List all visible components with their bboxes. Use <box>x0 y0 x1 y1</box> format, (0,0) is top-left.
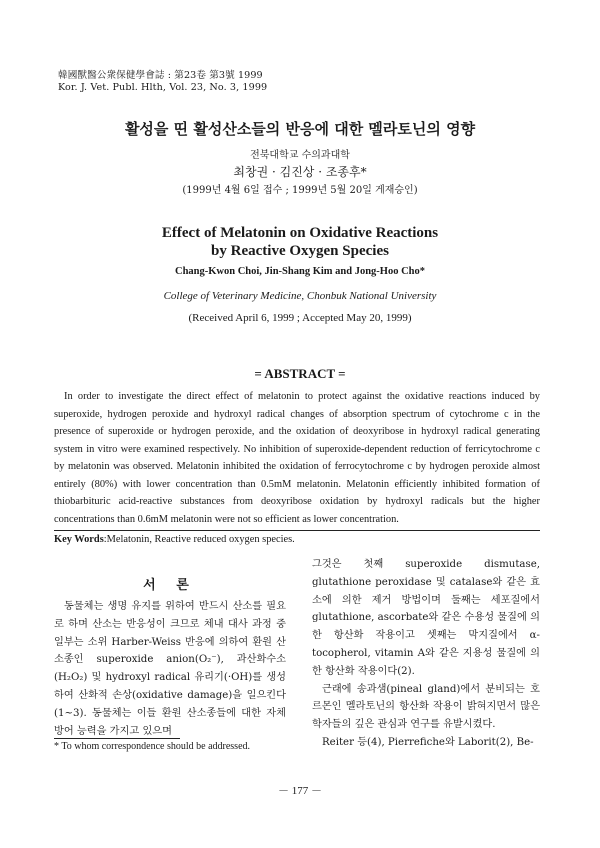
abstract-heading: = ABSTRACT = <box>254 366 346 381</box>
right-paragraph-2: 근래에 송과샘(pineal gland)에서 분비되는 호르몬인 멜라토닌의 항산화 작용이 밝혀지면서 많은 학자들의 깊은 관심과 연구를 유발시켰다. <box>312 683 540 731</box>
korean-authors: 최창권 · 김진상 · 조종후* <box>233 165 367 179</box>
english-affiliation: College of Veterinary Medicine, Chonbuk National University <box>163 290 437 302</box>
korean-affiliation: 전북대학교 수의과대학 <box>250 150 350 161</box>
abstract-body <box>54 388 540 528</box>
page-number: － 177 － <box>278 785 322 797</box>
footnote: * To whom correspondence should be addressed. <box>54 741 251 752</box>
left-paragraph: 동물체는 생명 유지를 위하여 반드시 산소를 필요로 하며 산소는 반응성이 크므로 체내 대사 과정 중 일부는 소위 Harber-Weiss 반응에 의하여 환원 산소종인 superoxide anion(O₂⁻), 과산화수소(H₂O₂) 및 hydroxyl radical 유리기(·OH)를 생성하여 산화적 손상(oxidative damage)을 일으킨다(1~3). 동물체는 이들 환원 산소종들에 대한 자체 방어 능력을 가지고 있으며 <box>54 601 286 737</box>
journal-line-korean: 韓國獸醫公衆保健學會誌 : 第23卷 第3號 1999 <box>58 70 263 81</box>
footnote-divider <box>54 738 180 739</box>
korean-title: 활성을 띤 활성산소들의 반응에 대한 멜라토닌의 영향 <box>124 120 476 138</box>
right-paragraph-1: 그것은 첫째 superoxide dismutase, glutathione peroxidase 및 catalase와 같은 효소에 의한 제거 방법이며 둘째는 세포질에서 glutathione, ascorbate와 같은 수용성 물질에 의한 항산화 작용이고 셋째는 막지질에서 α-tocopherol, vitamin A와 같은 지용성 물질에 의한 항산화 작용이다(2). <box>312 559 540 677</box>
section-heading-introduction: 서 론 <box>143 578 197 593</box>
english-received-date: (Received April 6, 1999 ; Accepted May 20, 1999) <box>188 312 412 324</box>
journal-citation <box>58 70 267 94</box>
english-title-line2: by Reactive Oxygen Species <box>211 243 389 259</box>
keywords <box>54 534 295 545</box>
korean-received-date: (1999년 4월 6일 접수 ; 1999년 5월 20일 게재승인) <box>182 185 418 196</box>
english-title <box>0 224 600 260</box>
right-column <box>312 556 540 752</box>
right-paragraph-3: Reiter 등(4), Pierrefiche와 Laborit(2), Be- <box>322 736 534 748</box>
keywords-text: :Melatonin, Reactive reduced oxygen species. <box>103 534 295 545</box>
english-authors: Chang-Kwon Choi, Jin-Shang Kim and Jong-Hoo Cho* <box>174 266 426 277</box>
journal-line-english: Kor. J. Vet. Publ. Hlth, Vol. 23, No. 3, 1999 <box>58 82 268 93</box>
english-title-line1: Effect of Melatonin on Oxidative Reactions <box>161 225 439 241</box>
keywords-divider <box>54 530 540 531</box>
left-column <box>54 598 286 740</box>
keywords-label: Key Words <box>54 534 104 545</box>
abstract-text: In order to investigate the direct effect of melatonin to protect against the oxidative reactions induced by superoxide, hydrogen peroxide and hydroxyl radical changes of absorption spectrum of cytochrome c in the presence of superoxide or hydrogen peroxide, and the oxidation of deoxyribose in hydroxyl radical generating system in vitro were examined respectively. No inhibition of superoxide-dependent reduction of ferricytochrome c by melatonin was observed. Melatonin inhibited the oxidation of ferrocytochrome c by hydrogen peroxide almost entirely (80%) with lower concentration than 0.5mM melatonin. Melatonin efficiently inhibited formation of thiobarbituric acid-reactive substances from deoxyribose oxidation by hydroxyl radicals but the higher concentrations than 0.6mM melatonin were not so efficient as lower concentration. <box>54 391 540 525</box>
